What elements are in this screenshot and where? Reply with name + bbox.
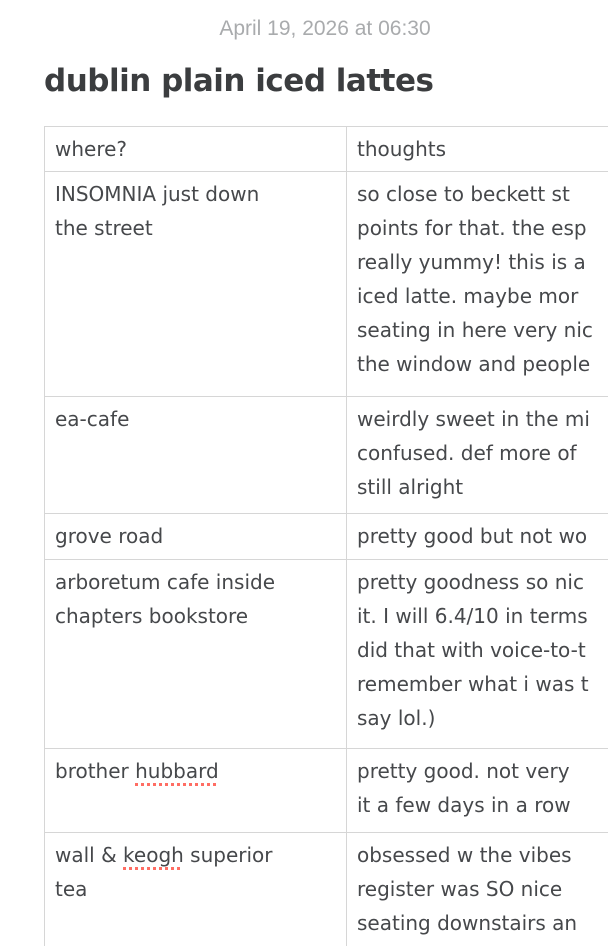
table-row	[45, 749, 608, 833]
cell-text-line	[357, 402, 608, 436]
cell-where[interactable]	[45, 514, 347, 560]
cell-thoughts[interactable]	[347, 514, 608, 560]
text-segment: still alright	[357, 475, 464, 499]
text-segment: register was SO nice	[357, 877, 563, 901]
cell-text-line	[357, 211, 608, 245]
cell-thoughts[interactable]	[347, 749, 608, 833]
cell-text-line	[357, 313, 608, 347]
text-segment: pretty goodness so nic	[357, 570, 584, 594]
note-date: April 19, 2026 at 06:30	[219, 17, 431, 40]
text-segment: brother	[55, 759, 136, 783]
cell-thoughts[interactable]	[347, 172, 608, 397]
text-segment: obsessed w the vibes	[357, 843, 572, 867]
cell-text-line	[357, 838, 608, 872]
text-segment: INSOMNIA just down	[55, 182, 260, 206]
cell-text-line	[55, 177, 336, 211]
cell-where[interactable]	[45, 560, 347, 749]
text-segment: so close to beckett st	[357, 182, 570, 206]
cell-text-line	[357, 788, 608, 822]
text-segment: seating in here very nic	[357, 318, 593, 342]
text-segment: ea-cafe	[55, 407, 130, 431]
cell-text-line	[357, 347, 608, 381]
table-row	[45, 560, 608, 749]
cell-where[interactable]	[45, 172, 347, 397]
table-row	[45, 397, 608, 514]
text-segment: really yummy! this is a	[357, 250, 586, 274]
cell-text-line	[55, 211, 336, 245]
text-segment: grove road	[55, 524, 164, 548]
cell-text-line	[55, 872, 336, 906]
cell-text-line	[357, 633, 608, 667]
cell-thoughts[interactable]	[347, 833, 608, 946]
text-segment: it. I will 6.4/10 in terms	[357, 604, 588, 628]
text-segment: arboretum cafe inside	[55, 570, 276, 594]
text-segment: say lol.)	[357, 706, 436, 730]
cell-text-line	[55, 519, 336, 553]
cell-text-line	[357, 906, 608, 940]
cell-text-line	[357, 519, 608, 553]
text-segment: the window and people	[357, 352, 591, 376]
misspelled-word: keogh	[123, 843, 184, 867]
cell-thoughts[interactable]	[347, 560, 608, 749]
cell-where[interactable]	[45, 833, 347, 946]
text-segment: chapters bookstore	[55, 604, 249, 628]
text-segment: points for that. the esp	[357, 216, 587, 240]
cell-text-line	[357, 470, 608, 504]
cell-text-line	[357, 599, 608, 633]
cell-text-line	[55, 402, 336, 436]
table-row	[45, 833, 608, 946]
text-segment: superior	[183, 843, 273, 867]
text-segment: iced latte. maybe mor	[357, 284, 579, 308]
text-segment: pretty good. not very	[357, 759, 570, 783]
table-body	[45, 172, 608, 946]
cell-text-line	[357, 754, 608, 788]
cell-where[interactable]	[45, 749, 347, 833]
table-header-where[interactable]: where?	[45, 127, 347, 172]
cell-text-line	[55, 565, 336, 599]
table-row	[45, 172, 608, 397]
cell-text-line	[357, 245, 608, 279]
text-segment: confused. def more of	[357, 441, 577, 465]
text-segment: pretty good but not wo	[357, 524, 588, 548]
text-segment: it a few days in a row	[357, 793, 571, 817]
text-segment: the street	[55, 216, 153, 240]
cell-text-line	[357, 279, 608, 313]
cell-text-line	[357, 872, 608, 906]
cell-text-line	[357, 565, 608, 599]
table-row	[45, 514, 608, 560]
cell-text-line	[55, 838, 336, 872]
table-header-row	[45, 127, 608, 172]
misspelled-word: hubbard	[135, 759, 219, 783]
cell-text-line	[55, 754, 336, 788]
text-segment: remember what i was t	[357, 672, 589, 696]
cell-where[interactable]	[45, 397, 347, 514]
note-table	[44, 126, 608, 946]
text-segment: did that with voice-to-t	[357, 638, 586, 662]
note-title[interactable]: dublin plain iced lattes	[44, 63, 434, 99]
text-segment: wall &	[55, 843, 124, 867]
cell-text-line	[357, 436, 608, 470]
text-segment: seating downstairs an	[357, 911, 578, 935]
text-segment: tea	[55, 877, 88, 901]
cell-thoughts[interactable]	[347, 397, 608, 514]
cell-text-line	[55, 599, 336, 633]
text-segment: weirdly sweet in the mi	[357, 407, 590, 431]
table-header-thoughts[interactable]: thoughts	[347, 127, 608, 172]
cell-text-line	[357, 701, 608, 735]
cell-text-line	[357, 177, 608, 211]
cell-text-line	[357, 667, 608, 701]
